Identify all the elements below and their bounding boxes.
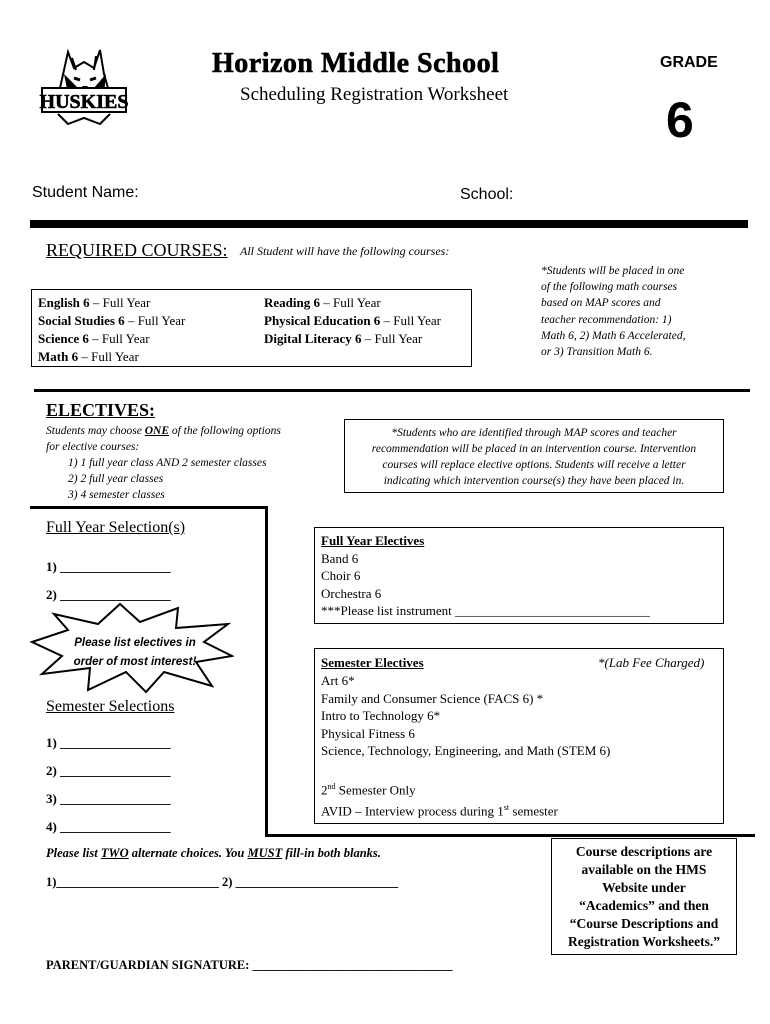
- required-left-list: [38, 294, 185, 366]
- elective-stem: Science, Technology, Engineering, and Math (STEM 6): [321, 743, 611, 758]
- thick-divider: [30, 220, 748, 228]
- section-divider: [34, 389, 750, 392]
- burst-text: Please list electives in order of most interest!: [73, 637, 197, 668]
- second-semester-only: 2nd Semester Only AVID – Interview process during 1st semester: [321, 782, 558, 819]
- alternates-instructions: Please list TWO alternate choices. You MUST fill-in both blanks.: [46, 846, 381, 860]
- one-emphasis: ONE: [144, 425, 169, 437]
- full-year-blank-2[interactable]: 2) _________________: [46, 587, 171, 602]
- grade-label: GRADE: [660, 54, 718, 71]
- required-heading: REQUIRED COURSES:: [46, 240, 228, 260]
- elective-choir: Choir 6: [321, 568, 361, 583]
- elective-facs: Family and Consumer Science (FACS 6) *: [321, 690, 544, 706]
- semester-blank-1[interactable]: 1) _________________: [46, 735, 171, 750]
- signature-line[interactable]: PARENT/GUARDIAN SIGNATURE: ________________________________: [46, 958, 453, 972]
- semester-blank-2[interactable]: 2) _________________: [46, 763, 171, 778]
- full-year-electives-heading: Full Year Electives: [321, 533, 425, 548]
- logo-text: HUSKIES: [39, 91, 129, 113]
- electives-intro: Students may choose ONE of the following options for elective courses: 1) 1 full year class AND 2 semester classes 2) 2 full year classes 3) 4 semester classes: [46, 425, 281, 501]
- elective-band: Band 6: [321, 550, 359, 566]
- elective-avid: AVID – Interview process during 1st semester: [321, 802, 558, 819]
- course-pe: Physical Education 6 – Full Year: [264, 313, 441, 328]
- course-science: Science 6 – Full Year: [38, 331, 150, 346]
- semester-blank-4[interactable]: 4) _________________: [46, 819, 171, 834]
- math-placement-note: *Students will be placed in one of the following math courses based on MAP scores and teacher recommendation: 1) Math 6, 2) Math 6 Accelerated, or 3) Transition Math 6.: [541, 265, 686, 359]
- course-english: English 6 – Full Year: [38, 295, 151, 310]
- course-math: Math 6 – Full Year: [38, 349, 139, 364]
- worksheet-subtitle: Scheduling Registration Worksheet: [240, 84, 509, 105]
- selection-frame-top: [30, 506, 268, 509]
- semester-selection-heading: Semester Selections: [46, 698, 175, 715]
- school-logo: [38, 44, 130, 126]
- school-label: School:: [460, 186, 514, 203]
- course-social-studies: Social Studies 6 – Full Year: [38, 313, 186, 328]
- selection-frame-right: [265, 506, 268, 836]
- full-year-blank-1[interactable]: 1) _________________: [46, 559, 171, 574]
- lab-fee-note: *(Lab Fee Charged): [598, 655, 705, 670]
- semester-electives-heading: Semester Electives: [321, 655, 424, 670]
- elective-art: Art 6*: [321, 673, 355, 688]
- elective-tech: Intro to Technology 6*: [321, 708, 441, 723]
- course-digital-literacy: Digital Literacy 6 – Full Year: [264, 331, 423, 346]
- semester-blank-3[interactable]: 3) _________________: [46, 791, 171, 806]
- semester-electives-list: [321, 672, 610, 760]
- signature-label: PARENT/GUARDIAN SIGNATURE:: [46, 958, 250, 972]
- alternates-blanks[interactable]: 1)__________________________ 2) __________________________: [46, 875, 399, 889]
- intervention-note: *Students who are identified through MAP scores and teacher recommendation will be placed in an intervention course. Intervention courses will replace elective options. Students will receive a letter indicating which intervention course(s) they have been placed in.: [371, 427, 697, 487]
- required-right-list: [264, 294, 441, 348]
- full-year-electives-list: [321, 532, 650, 620]
- grade-number: 6: [666, 92, 694, 148]
- elective-orchestra: Orchestra 6: [321, 585, 382, 601]
- course-reading: Reading 6 – Full Year: [264, 295, 381, 310]
- student-name-label: Student Name:: [32, 184, 139, 201]
- full-year-selection-heading: Full Year Selection(s): [46, 519, 186, 536]
- course-descriptions-text: Course descriptions are available on the HMS Website under “Academics” and then “Course Descriptions and Registration Worksheets.”: [568, 844, 720, 949]
- school-name: Horizon Middle School: [212, 48, 500, 79]
- electives-heading: ELECTIVES:: [46, 400, 156, 420]
- instrument-blank: ***Please list instrument ______________________________: [321, 603, 650, 618]
- elective-fitness: Physical Fitness 6: [321, 725, 415, 741]
- selection-frame-bottom: [265, 834, 755, 837]
- required-subheading: All Student will have the following courses:: [240, 244, 450, 258]
